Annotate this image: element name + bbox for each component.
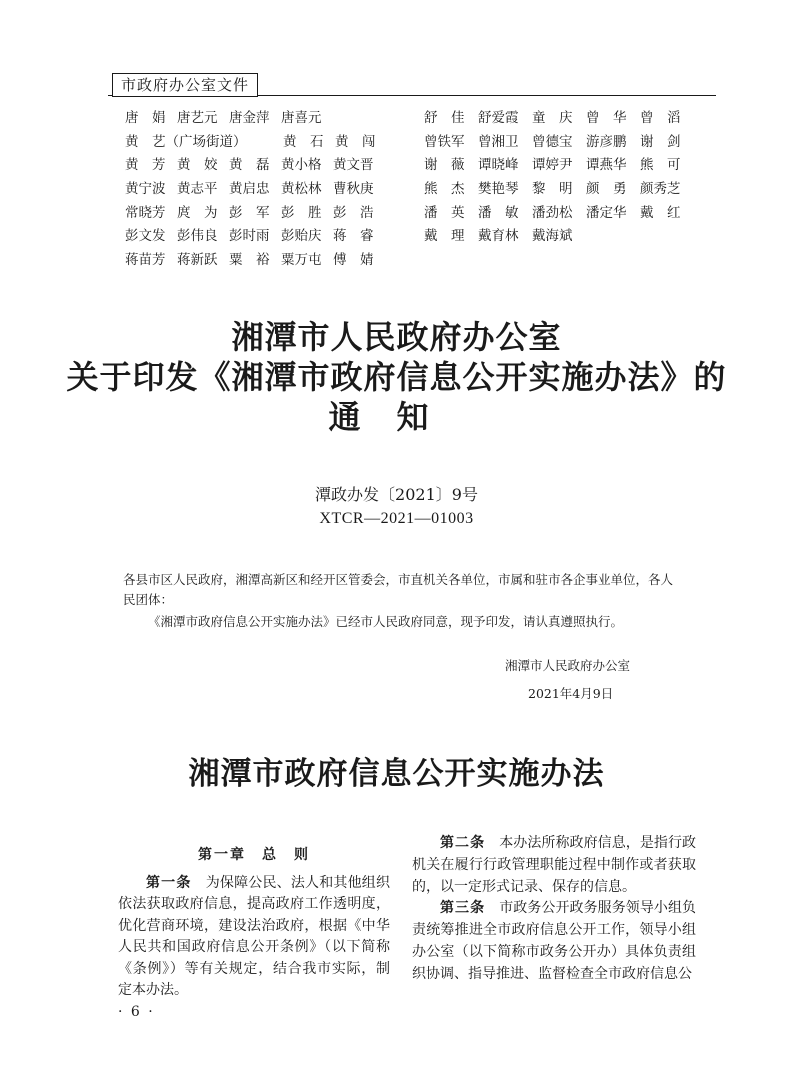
- name: 傅 婧: [333, 252, 374, 269]
- header-label: 市政府办公室文件: [112, 73, 258, 97]
- name-row: [125, 106, 395, 130]
- name: 舒 佳: [424, 110, 465, 126]
- name: 潘 敏: [478, 204, 519, 221]
- left-column: [118, 845, 390, 1002]
- name: 黎 明: [532, 181, 573, 198]
- name: 唐喜元: [281, 110, 322, 126]
- name: 彭文发: [125, 228, 166, 245]
- name-row: [424, 153, 724, 177]
- name: 曾湘卫: [478, 133, 519, 150]
- name: 彭时雨: [229, 228, 270, 245]
- name: 黄志平: [177, 181, 218, 198]
- name-row: [424, 201, 724, 225]
- name: 黄松林: [281, 181, 322, 198]
- name: 曾铁军: [424, 133, 465, 150]
- name-row: [424, 130, 724, 154]
- article-label: 第二条: [440, 835, 486, 851]
- signature-date: 2021年4月9日: [528, 686, 614, 701]
- article-3: [412, 898, 696, 985]
- name: 戴 红: [640, 204, 681, 221]
- name: 樊艳琴: [478, 181, 519, 198]
- name: 唐金萍: [229, 110, 270, 126]
- name-row: [125, 201, 395, 225]
- name: 戴 理: [424, 228, 465, 245]
- name: 粟 裕: [229, 252, 270, 269]
- name: 谢 剑: [640, 133, 681, 150]
- name: 蒋苗芳: [125, 252, 166, 269]
- name: 黄文晋: [333, 157, 374, 174]
- name: 蒋 睿: [333, 228, 374, 245]
- notice-title-line1: 湘潭市人民政府办公室: [231, 318, 562, 356]
- notice-title-line2: 关于印发《湘潭市政府信息公开实施办法》的: [66, 358, 727, 396]
- name: 谭燕华: [586, 157, 627, 174]
- name: 戴育林: [478, 228, 519, 245]
- name: 谢 薇: [424, 157, 465, 174]
- name: 曹秋庚: [333, 181, 374, 198]
- name: 蒋新跃: [177, 252, 218, 269]
- name: 粟万屯: [281, 252, 322, 269]
- notice-title-line3: 通知: [328, 398, 465, 436]
- name: 黄宁波: [125, 181, 166, 198]
- name-row: [125, 153, 395, 177]
- name: 彭 胜: [281, 204, 322, 221]
- name: 谭晓峰: [478, 157, 519, 174]
- names-list-left: [125, 106, 395, 272]
- name: 黄启忠: [229, 181, 270, 198]
- name: 黄 姣: [177, 157, 218, 174]
- article-1: [118, 873, 390, 1002]
- name: 唐 娟: [125, 110, 166, 126]
- name-row: [424, 224, 724, 248]
- name: 彭伟良: [177, 228, 218, 245]
- article-text: 市政务公开政务服务领导小组负责统筹推进全市政府信息公开工作，领导小组办公室（以下简称市政务公开办）具体负责组织协调、指导推进、监督检查全市政府信息公: [412, 900, 697, 982]
- name-row: [424, 106, 724, 130]
- name: 黄 艺（广场街道）: [125, 133, 247, 150]
- doc-code: XTCR—2021—01003: [319, 510, 474, 527]
- name: 颜 勇: [586, 181, 627, 198]
- article-text: 为保障公民、法人和其他组织依法获取政府信息，提高政府工作透明度，优化营商环境，建设法治政府，根据《中华人民共和国政府信息公开条例》（以下简称《条例》）等有关规定，结合我市实际，制定本办法。: [118, 874, 390, 998]
- name: 熊 可: [640, 157, 681, 174]
- page-number: · 6 ·: [118, 1004, 155, 1020]
- name: 颜秀芝: [640, 181, 681, 198]
- notice-body: 《湘潭市政府信息公开实施办法》已经市人民政府同意，现予印发，请认真遵照执行。: [148, 614, 624, 629]
- name: 曾 滔: [640, 110, 681, 126]
- measures-title: 湘潭市政府信息公开实施办法: [188, 756, 605, 792]
- name: 黄 芳: [125, 157, 166, 174]
- name-row: [125, 177, 395, 201]
- signature: 湘潭市人民政府办公室: [505, 658, 631, 673]
- name: 戴海斌: [532, 228, 573, 245]
- name: 黄 磊: [229, 157, 270, 174]
- name: 庹 为: [177, 204, 218, 221]
- name-row: [125, 248, 395, 272]
- name: 彭 军: [229, 204, 270, 221]
- name: 黄 石: [283, 133, 324, 150]
- notice-recipients: 各县市区人民政府，湘潭高新区和经开区管委会，市直机关各单位，市属和驻市各企事业单位，各人民团体：: [123, 572, 674, 607]
- name: 潘定华: [586, 204, 627, 221]
- name: 潘 英: [424, 204, 465, 221]
- name: 游彦鹏: [586, 133, 627, 150]
- name: 黄 闯: [335, 133, 376, 150]
- name: 熊 杰: [424, 181, 465, 198]
- name-row: [125, 224, 395, 248]
- right-column: [412, 833, 696, 986]
- doc-number: 潭政办发〔2021〕9号: [315, 485, 478, 504]
- article-2: [412, 833, 696, 898]
- name: 唐艺元: [177, 110, 218, 126]
- name: 曾德宝: [532, 133, 573, 150]
- name: 常晓芳: [125, 204, 166, 221]
- name: 童 庆: [532, 110, 573, 126]
- name: 潘劲松: [532, 204, 573, 221]
- names-list-right: [424, 106, 724, 248]
- name: 彭 浩: [333, 204, 374, 221]
- name-row: [125, 130, 395, 154]
- name: 黄小格: [281, 157, 322, 174]
- chapter-heading: 第一章 总 则: [198, 847, 310, 863]
- name: 舒爱霞: [478, 110, 519, 126]
- name: 曾 华: [586, 110, 627, 126]
- article-text: 本办法所称政府信息，是指行政机关在履行行政管理职能过程中制作或者获取的，以一定形式记录、保存的信息。: [412, 835, 697, 895]
- name: 谭婷尹: [532, 157, 573, 174]
- name-row: [424, 177, 724, 201]
- name: 彭贻庆: [281, 228, 322, 245]
- article-label: 第三条: [440, 900, 486, 917]
- article-label: 第一条: [146, 874, 192, 891]
